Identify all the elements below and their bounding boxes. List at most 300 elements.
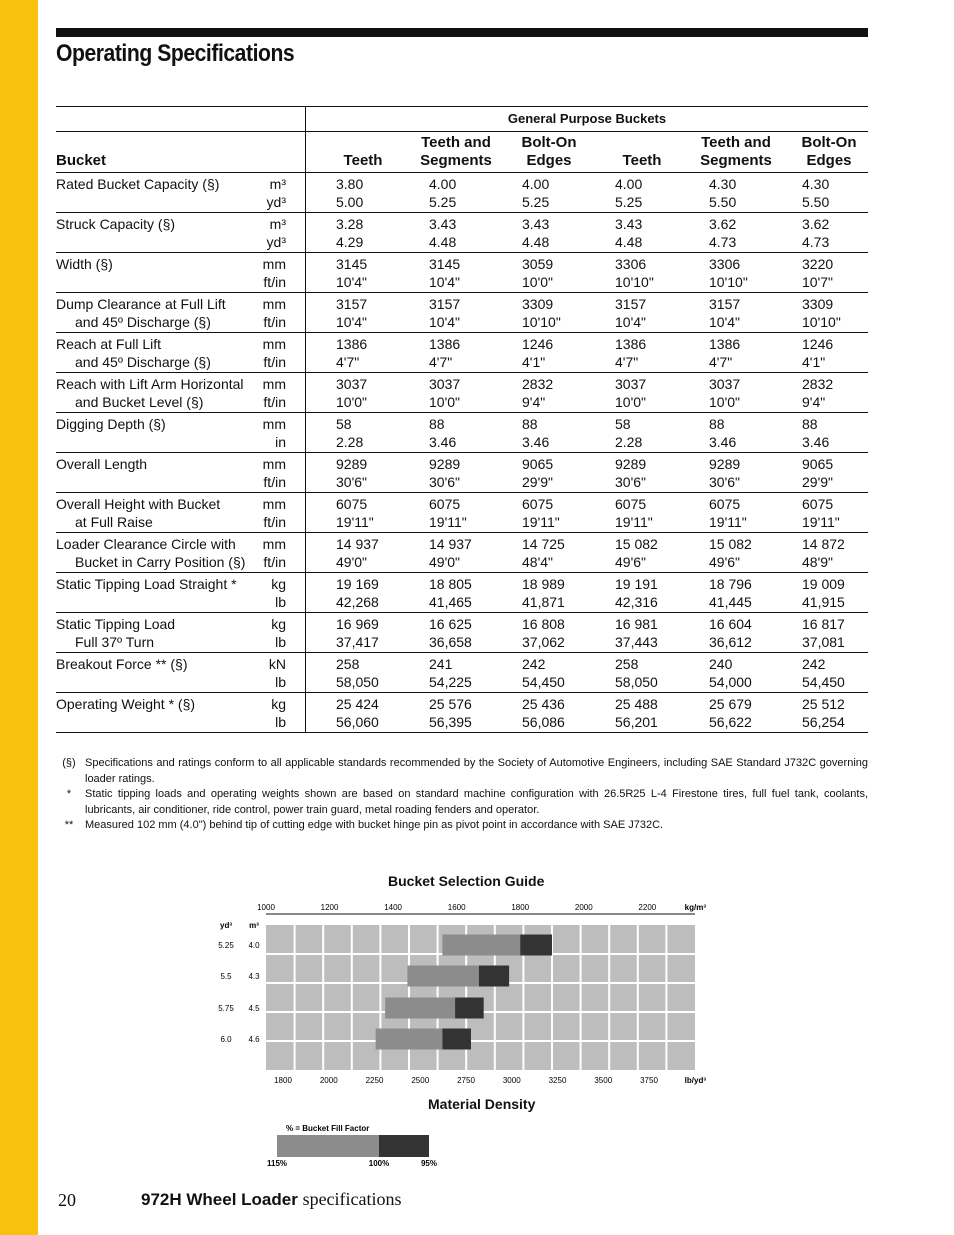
cell-value: 3145	[429, 256, 461, 272]
cell-value: 54,225	[429, 674, 472, 690]
unit-label: kN	[268, 656, 286, 672]
bar-115pct	[407, 966, 479, 987]
table-cell	[336, 335, 402, 374]
cell-value: 48'9"	[802, 554, 834, 570]
bottom-tick-label: 2000	[319, 1076, 338, 1085]
table-cell	[802, 295, 868, 334]
table-row	[56, 413, 868, 453]
row-label-line: at Full Raise	[75, 514, 153, 530]
cell-value: 240	[709, 656, 733, 672]
cell-value: 10'4"	[615, 314, 647, 330]
cell-value: 3145	[336, 256, 368, 272]
column-divider	[305, 132, 306, 172]
table-cell	[336, 255, 402, 294]
unit-label: yd³	[266, 234, 286, 250]
unit-label: mm	[262, 296, 286, 312]
column-header-line2: Edges	[806, 152, 852, 169]
row-units	[256, 255, 286, 294]
legend-label: 100%	[368, 1159, 390, 1168]
table-cell	[615, 495, 681, 534]
table-cell	[336, 175, 402, 214]
cell-value: 242	[802, 656, 826, 672]
cell-value: 3.46	[802, 434, 830, 450]
cell-value: 25 679	[709, 696, 752, 712]
cell-value: 6075	[709, 496, 741, 512]
row-label-line: Rated Bucket Capacity (§)	[56, 176, 220, 192]
footnote-text: Measured 102 mm (4.0") behind tip of cutting edge with bucket hinge pin as pivot point in accordance with SAE J732C.	[85, 819, 664, 831]
cell-value: 10'4"	[336, 314, 368, 330]
row-label-line: Operating Weight * (§)	[56, 696, 196, 712]
cell-value: 3157	[615, 296, 647, 312]
cell-value: 56,201	[615, 714, 658, 730]
footnote	[60, 818, 868, 834]
table-cell	[336, 215, 402, 254]
y-tick-label-yd3: 5.75	[218, 1004, 234, 1013]
cell-value: 10'0"	[522, 274, 554, 290]
cell-value: 5.00	[336, 194, 364, 210]
y-unit-label: yd³	[220, 921, 232, 930]
table-row	[56, 373, 868, 413]
cell-value: 19'11"	[802, 514, 840, 530]
cell-value: 9289	[615, 456, 647, 472]
table-row	[56, 693, 868, 733]
group-header: General Purpose Buckets	[306, 107, 868, 132]
cell-value: 15 082	[709, 536, 752, 552]
row-units	[256, 695, 286, 734]
cell-value: 41,871	[522, 594, 565, 610]
y-unit-label: m³	[249, 921, 259, 930]
bottom-tick-label: 3000	[502, 1076, 521, 1085]
cell-value: 3059	[522, 256, 554, 272]
cell-value: 16 981	[615, 616, 658, 632]
cell-value: 56,060	[336, 714, 379, 730]
table-cell	[429, 535, 495, 574]
table-cell	[615, 695, 681, 734]
column-header-line2: Teeth	[343, 152, 383, 169]
table-cell	[802, 415, 868, 454]
cell-value: 16 817	[802, 616, 845, 632]
row-units	[256, 615, 286, 654]
column-header-line1: Bolt-On	[521, 134, 577, 151]
legend-bar-dark	[379, 1135, 429, 1157]
cell-value: 37,081	[802, 634, 845, 650]
cell-value: 54,000	[709, 674, 752, 690]
cell-value: 58,050	[336, 674, 379, 690]
table-cell	[615, 615, 681, 654]
unit-label: mm	[262, 256, 286, 272]
table-cell	[615, 175, 681, 214]
table-cell	[522, 455, 588, 494]
cell-value: 16 969	[336, 616, 379, 632]
cell-value: 9'4"	[802, 394, 826, 410]
cell-value: 30'6"	[336, 474, 368, 490]
row-label-line: Bucket in Carry Position (§)	[75, 554, 246, 570]
unit-label: kg	[271, 576, 286, 592]
column-header-line2: Teeth	[622, 152, 662, 169]
table-cell	[336, 575, 402, 614]
cell-value: 3037	[429, 376, 461, 392]
row-label-line: Digging Depth (§)	[56, 416, 166, 432]
top-tick-label: 1800	[511, 903, 530, 912]
table-cell	[522, 375, 588, 414]
row-label-line: Loader Clearance Circle with	[56, 536, 236, 552]
cell-value: 3037	[615, 376, 647, 392]
row-label-line: Overall Height with Bucket	[56, 496, 221, 512]
table-cell	[522, 655, 588, 694]
cell-value: 37,062	[522, 634, 565, 650]
table-cell	[709, 255, 775, 294]
cell-value: 1386	[615, 336, 647, 352]
chart-title: Bucket Selection Guide	[388, 873, 545, 889]
footnote	[60, 756, 868, 787]
unit-label: m³	[269, 176, 286, 192]
row-label-line: Static Tipping Load Straight *	[56, 576, 237, 592]
cell-value: 3.43	[522, 216, 550, 232]
unit-label: mm	[262, 456, 286, 472]
cell-value: 4.00	[522, 176, 550, 192]
cell-value: 242	[522, 656, 546, 672]
cell-value: 49'0"	[336, 554, 368, 570]
cell-value: 9289	[336, 456, 368, 472]
bottom-tick-label: 2750	[457, 1076, 475, 1085]
cell-value: 1386	[709, 336, 741, 352]
row-label-line: Overall Length	[56, 456, 148, 472]
table-row	[56, 253, 868, 293]
table-row	[56, 293, 868, 333]
cell-value: 25 512	[802, 696, 845, 712]
cell-value: 3.43	[429, 216, 457, 232]
table-row	[56, 653, 868, 693]
row-label-line: Breakout Force ** (§)	[56, 656, 188, 672]
cell-value: 3.28	[336, 216, 364, 232]
cell-value: 42,268	[336, 594, 379, 610]
cell-value: 49'6"	[615, 554, 647, 570]
table-cell	[336, 695, 402, 734]
cell-value: 10'10"	[522, 314, 561, 330]
table-cell	[615, 295, 681, 334]
unit-label: lb	[275, 594, 286, 610]
table-cell	[429, 655, 495, 694]
column-header	[597, 152, 687, 170]
table-cell	[802, 215, 868, 254]
legend-label: 95%	[420, 1159, 438, 1168]
cell-value: 3.46	[522, 434, 550, 450]
cell-value: 37,443	[615, 634, 658, 650]
column-header-line1: Bolt-On	[801, 134, 857, 151]
cell-value: 19 009	[802, 576, 845, 592]
cell-value: 4.73	[802, 234, 830, 250]
cell-value: 4.48	[429, 234, 457, 250]
cell-value: 4.48	[615, 234, 643, 250]
row-units	[256, 495, 286, 534]
table-cell	[522, 295, 588, 334]
table-cell	[802, 535, 868, 574]
bottom-tick-label: 1800	[274, 1076, 292, 1085]
cell-value: 2832	[802, 376, 834, 392]
table-cell	[522, 335, 588, 374]
cell-value: 19'11"	[429, 514, 467, 530]
footer-suffix: specifications	[302, 1189, 402, 1209]
cell-value: 14 725	[522, 536, 565, 552]
table-row	[56, 453, 868, 493]
cell-value: 88	[429, 416, 445, 432]
bar-115pct	[442, 935, 520, 956]
table-cell	[709, 615, 775, 654]
page-title: Operating Specifications	[56, 40, 295, 67]
footnotes	[60, 756, 868, 834]
cell-value: 3309	[802, 296, 834, 312]
table-cell	[709, 455, 775, 494]
unit-label: kg	[271, 696, 286, 712]
unit-label: mm	[262, 496, 286, 512]
cell-value: 4'1"	[522, 354, 546, 370]
bottom-tick-label: 2250	[365, 1076, 384, 1085]
cell-value: 41,915	[802, 594, 845, 610]
cell-value: 4.48	[522, 234, 550, 250]
table-cell	[429, 455, 495, 494]
row-units	[256, 535, 286, 574]
cell-value: 30'6"	[429, 474, 461, 490]
cell-value: 18 989	[522, 576, 565, 592]
cell-value: 258	[615, 656, 639, 672]
cell-value: 18 796	[709, 576, 752, 592]
table-cell	[522, 495, 588, 534]
table-cell	[615, 375, 681, 414]
table-cell	[709, 695, 775, 734]
y-tick-label-yd3: 5.25	[218, 941, 234, 950]
cell-value: 49'0"	[429, 554, 461, 570]
table-row	[56, 213, 868, 253]
table-cell	[709, 655, 775, 694]
row-units	[256, 455, 286, 494]
cell-value: 3309	[522, 296, 554, 312]
cell-value: 41,445	[709, 594, 752, 610]
row-label-line: and 45º Discharge (§)	[75, 314, 211, 330]
table-header-group-row	[56, 106, 868, 132]
top-tick-label: 2000	[574, 903, 593, 912]
cell-value: 56,254	[802, 714, 845, 730]
column-header	[504, 134, 594, 170]
cell-value: 10'4"	[429, 274, 461, 290]
table-cell	[615, 255, 681, 294]
unit-label: in	[275, 434, 286, 450]
table-cell	[615, 415, 681, 454]
row-units	[256, 175, 286, 214]
table-cell	[522, 415, 588, 454]
cell-value: 241	[429, 656, 453, 672]
footer-model: 972H Wheel Loader	[141, 1190, 298, 1209]
cell-value: 58,050	[615, 674, 658, 690]
cell-value: 10'4"	[336, 274, 368, 290]
row-units	[256, 335, 286, 374]
unit-label: ft/in	[263, 394, 286, 410]
cell-value: 58	[615, 416, 631, 432]
row-label-line: Struck Capacity (§)	[56, 216, 176, 232]
row-units	[256, 295, 286, 334]
unit-label: lb	[275, 634, 286, 650]
unit-label: mm	[262, 376, 286, 392]
cell-value: 42,316	[615, 594, 658, 610]
row-label-line: Dump Clearance at Full Lift	[56, 296, 226, 312]
cell-value: 29'9"	[802, 474, 834, 490]
cell-value: 37,417	[336, 634, 379, 650]
table-row	[56, 533, 868, 573]
footer-title	[141, 1189, 402, 1210]
table-cell	[802, 455, 868, 494]
legend-bar-light	[277, 1135, 379, 1157]
table-cell	[802, 255, 868, 294]
cell-value: 10'0"	[709, 394, 741, 410]
table-cell	[802, 655, 868, 694]
cell-value: 2832	[522, 376, 554, 392]
row-label-line: Full 37º Turn	[75, 634, 155, 650]
table-cell	[709, 335, 775, 374]
cell-value: 10'7"	[802, 274, 834, 290]
top-tick-label: 1400	[384, 903, 403, 912]
table-cell	[709, 215, 775, 254]
bottom-tick-label: 2500	[411, 1076, 430, 1085]
table-cell	[429, 415, 495, 454]
y-tick-label-m3: 4.0	[248, 941, 260, 950]
cell-value: 56,086	[522, 714, 565, 730]
cell-value: 5.25	[615, 194, 643, 210]
table-cell	[522, 615, 588, 654]
yellow-side-bar	[0, 0, 38, 1235]
page-number: 20	[58, 1190, 76, 1210]
cell-value: 88	[709, 416, 725, 432]
column-header-line2: Segments	[700, 152, 772, 169]
table-row	[56, 173, 868, 213]
cell-value: 6075	[522, 496, 554, 512]
unit-label: ft/in	[263, 314, 286, 330]
column-header-line2: Segments	[420, 152, 492, 169]
cell-value: 10'4"	[429, 314, 461, 330]
row-label-line: Reach with Lift Arm Horizontal	[56, 376, 244, 392]
table-cell	[802, 175, 868, 214]
cell-value: 9'4"	[522, 394, 546, 410]
table-cell	[802, 335, 868, 374]
cell-value: 4'7"	[429, 354, 453, 370]
bottom-tick-label: 3250	[548, 1076, 567, 1085]
table-row	[56, 333, 868, 373]
top-axis-unit: kg/m³	[684, 903, 706, 912]
table-cell	[336, 415, 402, 454]
cell-value: 6075	[802, 496, 834, 512]
table-row	[56, 573, 868, 613]
cell-value: 9065	[522, 456, 554, 472]
cell-value: 3037	[709, 376, 741, 392]
cell-value: 19'11"	[709, 514, 747, 530]
table-cell	[336, 375, 402, 414]
cell-value: 4.29	[336, 234, 364, 250]
cell-value: 3306	[615, 256, 647, 272]
cell-value: 56,622	[709, 714, 752, 730]
specifications-table	[56, 106, 868, 733]
cell-value: 19'11"	[615, 514, 653, 530]
legend-title: % = Bucket Fill Factor	[286, 1124, 370, 1133]
bar-100pct	[442, 1029, 471, 1050]
table-cell	[522, 175, 588, 214]
cell-value: 3.62	[802, 216, 830, 232]
table-cell	[615, 535, 681, 574]
cell-value: 29'9"	[522, 474, 554, 490]
table-cell	[522, 535, 588, 574]
cell-value: 5.25	[522, 194, 550, 210]
row-units	[256, 415, 286, 454]
cell-value: 16 625	[429, 616, 472, 632]
bucket-header: Bucket	[56, 152, 107, 169]
cell-value: 14 872	[802, 536, 845, 552]
table-cell	[802, 575, 868, 614]
table-cell	[709, 535, 775, 574]
cell-value: 5.50	[709, 194, 737, 210]
footnote	[60, 787, 868, 818]
y-tick-label-m3: 4.6	[248, 1035, 260, 1044]
cell-value: 6075	[429, 496, 461, 512]
cell-value: 25 576	[429, 696, 472, 712]
table-cell	[429, 375, 495, 414]
top-tick-label: 1600	[447, 903, 466, 912]
table-cell	[802, 375, 868, 414]
cell-value: 2.28	[336, 434, 364, 450]
cell-value: 3.62	[709, 216, 737, 232]
cell-value: 4'7"	[336, 354, 360, 370]
legend-label: 115%	[266, 1159, 288, 1168]
table-cell	[429, 495, 495, 534]
cell-value: 88	[802, 416, 818, 432]
column-header	[784, 134, 874, 170]
bar-115pct	[376, 1029, 443, 1050]
unit-label: mm	[262, 416, 286, 432]
cell-value: 4.30	[802, 176, 830, 192]
table-cell	[709, 415, 775, 454]
top-tick-label: 1200	[320, 903, 339, 912]
table-cell	[522, 255, 588, 294]
cell-value: 3037	[336, 376, 368, 392]
cell-value: 19'11"	[336, 514, 374, 530]
table-cell	[615, 575, 681, 614]
cell-value: 3157	[709, 296, 741, 312]
cell-value: 4.00	[615, 176, 643, 192]
cell-value: 14 937	[336, 536, 379, 552]
table-cell	[336, 455, 402, 494]
cell-value: 3157	[429, 296, 461, 312]
unit-label: m³	[269, 216, 286, 232]
cell-value: 14 937	[429, 536, 472, 552]
cell-value: 48'4"	[522, 554, 554, 570]
table-cell	[615, 455, 681, 494]
table-cell	[709, 375, 775, 414]
cell-value: 56,395	[429, 714, 472, 730]
cell-value: 6075	[615, 496, 647, 512]
table-row	[56, 493, 868, 533]
cell-value: 10'10"	[615, 274, 654, 290]
y-tick-label-yd3: 6.0	[220, 1035, 232, 1044]
row-label-line: Width (§)	[56, 256, 113, 272]
table-cell	[336, 295, 402, 334]
table-cell	[709, 175, 775, 214]
column-header-line2: Edges	[526, 152, 572, 169]
table-row	[56, 613, 868, 653]
cell-value: 9289	[429, 456, 461, 472]
cell-value: 16 808	[522, 616, 565, 632]
cell-value: 4'1"	[802, 354, 826, 370]
top-rule	[56, 28, 868, 37]
cell-value: 10'10"	[709, 274, 748, 290]
table-cell	[802, 695, 868, 734]
cell-value: 9289	[709, 456, 741, 472]
table-cell	[429, 215, 495, 254]
